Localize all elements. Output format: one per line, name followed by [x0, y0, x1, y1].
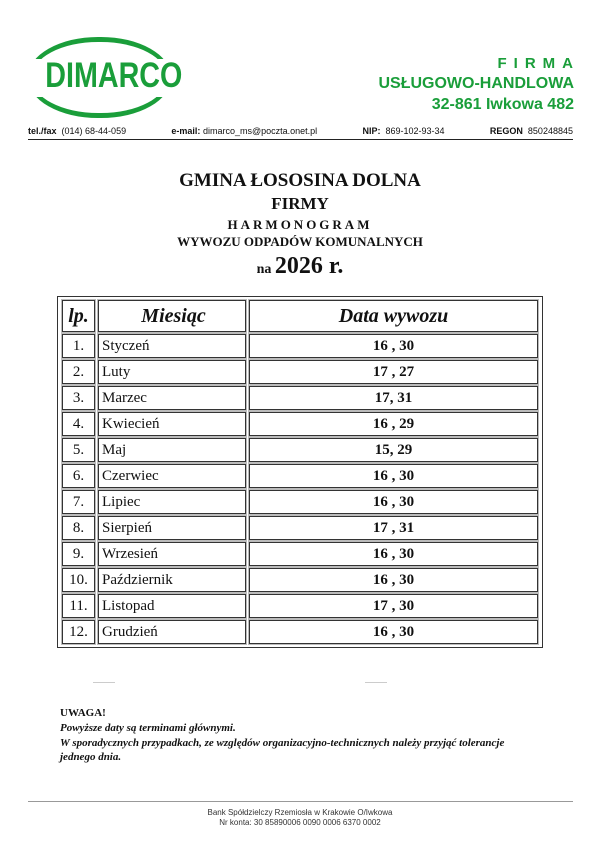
row-month: Sierpień	[98, 516, 246, 540]
row-number: 7.	[62, 490, 95, 514]
row-month: Styczeń	[98, 334, 246, 358]
header-lp: lp.	[62, 300, 95, 332]
row-dates: 16 , 30	[249, 334, 538, 358]
footer-account: Nr konta: 30 85890006 0090 0006 6370 0002	[219, 818, 381, 827]
row-number: 5.	[62, 438, 95, 462]
row-month: Czerwiec	[98, 464, 246, 488]
table-row	[62, 542, 538, 566]
row-dates: 17 , 31	[249, 516, 538, 540]
row-month: Luty	[98, 360, 246, 384]
row-dates: 17 , 27	[249, 360, 538, 384]
company-line2: USŁUGOWO-HANDLOWA	[378, 75, 574, 92]
table-row	[62, 594, 538, 618]
row-month: Kwiecień	[98, 412, 246, 436]
table-row	[62, 386, 538, 410]
row-dates: 17 , 30	[249, 594, 538, 618]
row-number: 6.	[62, 464, 95, 488]
schedule-table	[57, 296, 543, 648]
notice-heading: UWAGA!	[60, 707, 106, 719]
row-month: Marzec	[98, 386, 246, 410]
table-row	[62, 438, 538, 462]
row-number: 1.	[62, 334, 95, 358]
table-header-row	[62, 300, 538, 332]
title-harmonogram: HARMONOGRAM	[227, 217, 373, 232]
company-line1: FIRMA	[497, 55, 580, 72]
table-row	[62, 360, 538, 384]
header-month: Miesiąc	[98, 300, 246, 332]
row-month: Maj	[98, 438, 246, 462]
title-municipality: GMINA ŁOSOSINA DOLNA	[179, 170, 421, 191]
footer-divider	[28, 801, 573, 802]
notice-line1: Powyższe daty są terminami głównymi.	[60, 722, 236, 734]
title-subject: WYWOZU ODPADÓW KOMUNALNYCH	[177, 234, 423, 249]
table-row	[62, 464, 538, 488]
table-row	[62, 568, 538, 592]
row-dates: 16 , 30	[249, 568, 538, 592]
row-month: Wrzesień	[98, 542, 246, 566]
table-row	[62, 412, 538, 436]
company-address: 32-861 Iwkowa 482	[431, 96, 574, 113]
row-dates: 16 , 30	[249, 464, 538, 488]
row-number: 11.	[62, 594, 95, 618]
row-month: Listopad	[98, 594, 246, 618]
scan-mark	[93, 682, 115, 689]
row-number: 8.	[62, 516, 95, 540]
row-dates: 16 , 29	[249, 412, 538, 436]
row-number: 10.	[62, 568, 95, 592]
contact-phone: tel./fax (014) 68-44-059	[28, 126, 127, 136]
row-number: 4.	[62, 412, 95, 436]
row-dates: 15, 29	[249, 438, 538, 462]
title-firmy: FIRMY	[271, 194, 329, 213]
row-dates: 16 , 30	[249, 542, 538, 566]
row-month: Lipiec	[98, 490, 246, 514]
table-row	[62, 334, 538, 358]
row-dates: 16 , 30	[249, 490, 538, 514]
table-body	[62, 334, 538, 644]
scan-mark	[365, 682, 387, 689]
row-dates: 16 , 30	[249, 620, 538, 644]
row-number: 3.	[62, 386, 95, 410]
contact-nip: NIP: 869-102-93-34	[362, 126, 445, 136]
table-row	[62, 516, 538, 540]
header-divider	[28, 139, 573, 140]
contact-email: e-mail: dimarco_ms@poczta.onet.pl	[171, 126, 318, 136]
row-number: 12.	[62, 620, 95, 644]
row-dates: 17, 31	[249, 386, 538, 410]
table-row	[62, 620, 538, 644]
table-row	[62, 490, 538, 514]
logo-text: DIMARCO	[45, 56, 183, 95]
row-number: 2.	[62, 360, 95, 384]
row-month: Październik	[98, 568, 246, 592]
row-month: Grudzień	[98, 620, 246, 644]
title-year: na 2026 r.	[256, 253, 344, 279]
contact-regon: REGON 850248845	[489, 126, 573, 136]
row-number: 9.	[62, 542, 95, 566]
company-name	[378, 55, 580, 114]
header-date: Data wywozu	[249, 300, 538, 332]
contact-bar	[28, 126, 573, 136]
notice-line2: W sporadycznych przypadkach, ze względów organizacyjno-technicznych należy przyjąć tolerancje jednego dnia.	[60, 737, 505, 763]
footer-bank: Bank Spółdzielczy Rzemiosła w Krakowie O/Iwkowa	[207, 808, 393, 817]
